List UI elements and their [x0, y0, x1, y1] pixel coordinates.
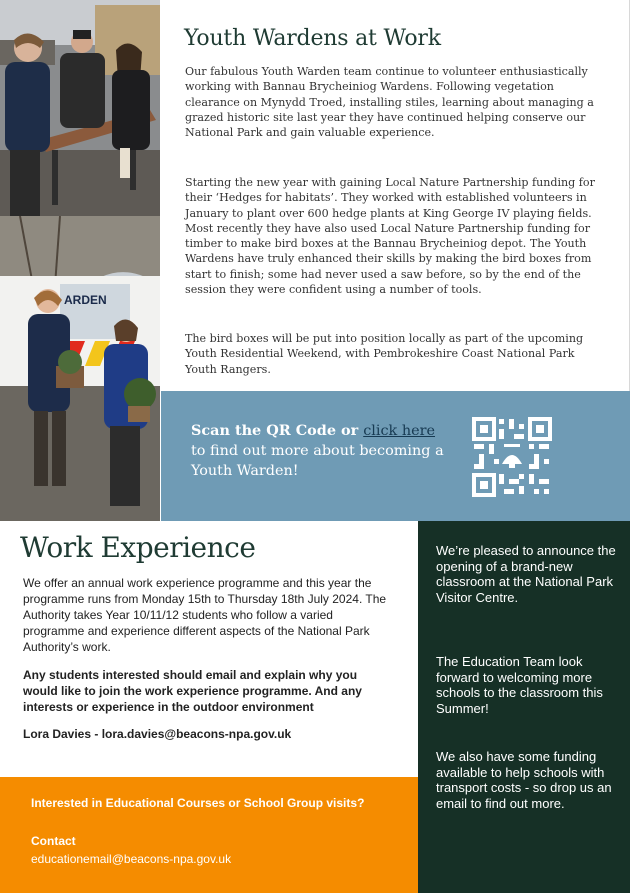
- sidebar-paragraph: The Education Team look forward to welcoming more schools to the classroom this Summer!: [436, 654, 603, 717]
- education-email-link[interactable]: educationemail@beacons-npa.gov.uk: [31, 852, 232, 866]
- qr-code-band: [161, 391, 630, 521]
- van-lettering: ARDEN: [64, 293, 107, 307]
- work-experience-title: Work Experience: [20, 531, 256, 564]
- work-experience-intro: We offer an annual work experience programme and this year the programme runs from Monday 15th to Thursday 18th July 2024. The Authority takes Year 10/11/12 students who follow a varied programme and experience different aspects of the National Park Authority’s work.: [23, 576, 387, 654]
- photo-bird-boxes: [0, 216, 160, 521]
- youth-wardens-section: [161, 0, 630, 391]
- youth-wardens-paragraph: Our fabulous Youth Warden team continue to volunteer enthusiastically working with Bannau Brycheiniog Wardens. Following vegetation clearance on Mynydd Troed, installing stiles, learning about managing a grazed historic site last year they have continued helping conserve our National Park and gain valuable experience.: [185, 65, 594, 140]
- qr-rest-text: to find out more about becoming a Youth Warden!: [191, 443, 444, 479]
- sidebar-paragraph: We also have some funding available to help schools with transport costs - so drop us an email to find out more.: [436, 749, 612, 812]
- contact-label: Contact: [31, 834, 76, 848]
- work-experience-call-to-action: Any students interested should email and explain why you would like to join the work experience programme. And any interests or experience in the outdoor environment: [23, 668, 362, 714]
- educational-courses-heading: Interested in Educational Courses or School Group visits?: [31, 796, 365, 810]
- click-here-link[interactable]: click here: [363, 423, 436, 439]
- youth-wardens-title: Youth Wardens at Work: [184, 26, 441, 51]
- sidebar-paragraph: We’re pleased to announce the opening of a brand-new classroom at the National Park Visitor Centre.: [436, 543, 616, 606]
- qr-code-icon[interactable]: [471, 416, 553, 498]
- youth-wardens-paragraph: The bird boxes will be put into position locally as part of the upcoming Youth Residential Weekend, with Pembrokeshire Coast National Park Youth Rangers.: [185, 332, 584, 376]
- youth-wardens-paragraph: Starting the new year with gaining Local Nature Partnership funding for their ‘Hedges for habitats’. They worked with established volunteers in January to plant over 600 hedge plants at King George IV playing fields. Most recently they have also used Local Nature Partnership funding for timber to make bird boxes at the Bannau Brycheiniog depot. The Youth Wardens have truly enhanced their skills by making the bird boxes from start to finish; some had never used a saw before, so by the end of the session they were confident using a number of tools.: [185, 176, 595, 297]
- photo-workshop-sawing: [0, 0, 160, 216]
- work-experience-section: [0, 521, 418, 777]
- classroom-announcement-sidebar: [418, 521, 630, 893]
- qr-lead-text: Scan the QR Code or: [191, 422, 364, 439]
- educational-courses-box: [0, 777, 418, 893]
- qr-call-to-action: [191, 421, 451, 481]
- work-experience-contact[interactable]: Lora Davies - lora.davies@beacons-npa.gov.uk: [23, 727, 292, 741]
